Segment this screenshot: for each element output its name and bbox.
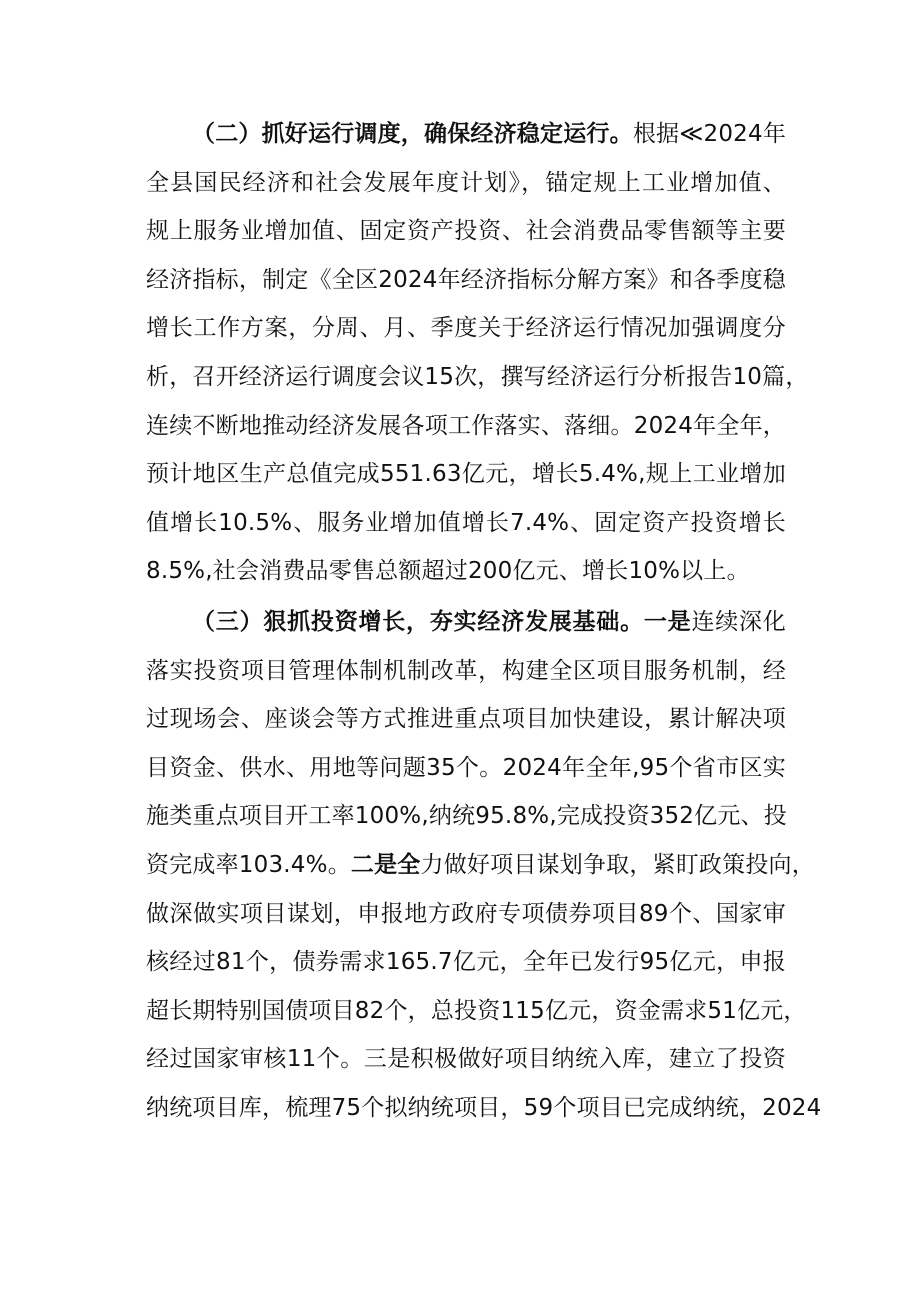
section-3-heading: （三）狠抓投资增长，夯实经济发展基础。 [192,609,644,635]
line-text: 资完成率103.4%。 [146,851,351,878]
paragraph-line: 增长工作方案，分周、月、季度关于经济运行情况加强调度分 [146,315,786,342]
paragraph-line: 预计地区生产总值完成551.63亿元，增长5.4%,规上工业增加 [146,461,786,488]
paragraph-line: 连续不断地推动经济发展各项工作落实、落细。2024年全年， [146,412,786,439]
paragraph-line: 析，召开经济运行调度会议15次，撰写经济运行分析报告10篇， [146,363,809,390]
section-2-paragraph [146,110,809,596]
paragraph-line [146,598,786,647]
section-2-heading: （二）抓好运行调度，确保经济稳定运行。 [192,121,633,147]
second-point-label: 二是全 [350,851,421,878]
line-text: 力做好项目谋划争取，紧盯政策投向， [420,851,815,878]
paragraph-line: 全县国民经济和社会发展年度计划》，锚定规上工业增加值、 [146,169,786,196]
paragraph-line: 做深做实项目谋划，申报地方政府专项债券项目89个、国家审 [146,900,786,927]
paragraph-line: 值增长10.5%、服务业增加值增长7.4%、固定资产投资增长 [146,509,786,536]
paragraph-line: 过现场会、座谈会等方式推进重点项目加快建设，累计解决项 [146,706,786,733]
paragraph-line: 规上服务业增加值、固定资产投资、社会消费品零售额等主要 [146,218,786,245]
paragraph-line [146,841,815,890]
paragraph-line: 经过国家审核11个。三是积极做好项目纳统入库，建立了投资 [146,1046,786,1073]
paragraph-line: 落实投资项目管理体制机制改革，构建全区项目服务机制，经 [146,657,786,684]
paragraph-line: 目资金、供水、用地等问题35个。2024年全年,95个省市区实 [146,754,786,781]
paragraph-line: 8.5%,社会消费品零售总额超过200亿元、增长10%以上。 [146,558,750,585]
line-text: 根据≪2024年 [632,121,787,147]
paragraph-line [146,110,786,159]
section-3-paragraph [146,598,822,1133]
paragraph-line: 核经过81个，债券需求165.7亿元，全年已发行95亿元，申报 [146,949,786,976]
paragraph-line: 施类重点项目开工率100%,纳统95.8%,完成投资352亿元、投 [146,803,787,830]
line-text: 连续深化 [691,609,786,635]
first-point-label: 一是 [643,609,692,635]
paragraph-line: 经济指标，制定《全区2024年经济指标分解方案》和各季度稳 [146,266,786,293]
paragraph-line: 超长期特别国债项目82个，总投资115亿元，资金需求51亿元， [146,997,807,1024]
paragraph-line: 纳统项目库，梳理75个拟纳统项目，59个项目已完成纳统，2024 [146,1094,822,1121]
